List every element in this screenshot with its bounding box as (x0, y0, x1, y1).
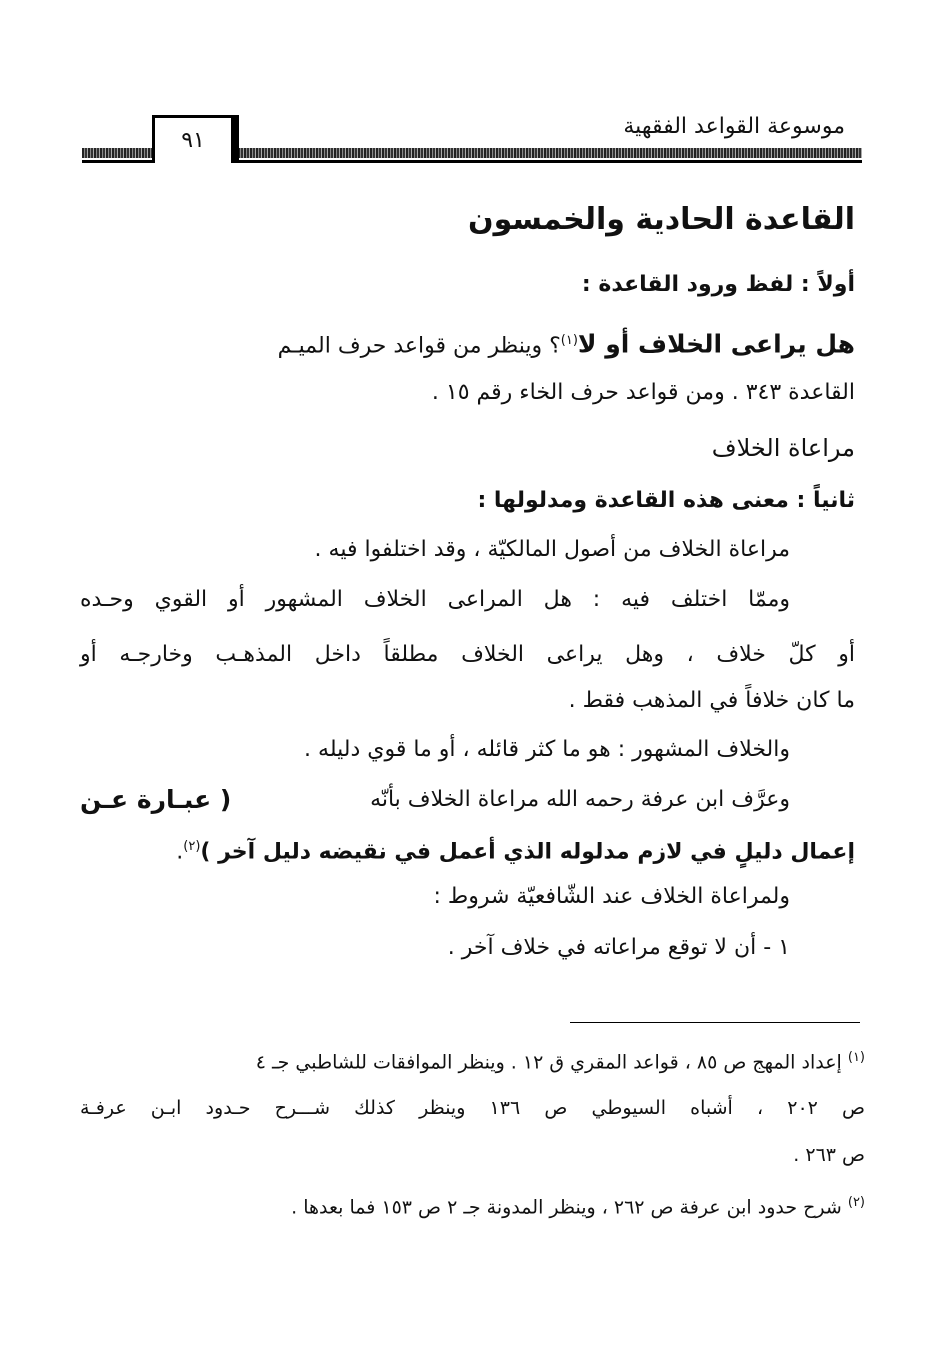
footnote-ref-1: (١) (560, 333, 578, 348)
section2-p3: والخلاف المشهور : هو ما كثر قائله ، أو ما قوي دليله . (304, 737, 790, 762)
section2-p2-line1: وممّا اختلف فيه : هل المراعى الخلاف المشهور أو القوي وحـده (80, 587, 790, 612)
section1-line1-rest: ؟ وينظر من قواعد حرف الميـم (277, 333, 561, 359)
section1-line1 (80, 326, 855, 361)
section2-p2-line2: أو كلّ خلاف ، وهل يراعى الخلاف مطلقاً داخل المذهـب وخارجـه أو (80, 642, 855, 667)
definition-end: . (176, 839, 184, 865)
p4-plain-text: وعرَّف ابن عرفة رحمه الله مراعاة الخلاف بأنّه (370, 787, 790, 812)
section2-p4-line1 (80, 785, 790, 815)
footnote-1-line3: ص ٢٦٣ . (793, 1144, 865, 1166)
section1-heading: أولاً : لفظ ورود القاعدة : (581, 272, 855, 297)
footnote-2-text: شرح حدود ابن عرفة ص ٢٦٢ ، وينظر المدونة جـ ٢ ص ١٥٣ فما بعدها . (291, 1196, 842, 1219)
section1-line2: القاعدة ٣٤٣ . ومن قواعد حرف الخاء رقم ١٥ . (431, 380, 855, 405)
rule-text: هل يراعى الخلاف أو لا (577, 329, 855, 359)
footnote-1-line2: ص ٢٠٢ ، أشباه السيوطي ص ١٣٦ وينظر كذلك شـــرح حـدود ابـن عرفـة (80, 1097, 865, 1119)
footnote-ref-2: (٢) (183, 839, 201, 854)
definition-text: إعمال دليلٍ في لازم مدلوله الذي أعمل في نقيضه دليل آخر ) (200, 839, 855, 865)
condition-1: ١ - أن لا توقع مراعاته في خلاف آخر . (447, 935, 790, 960)
section2-p1: مراعاة الخلاف من أصول المالكيّة ، وقد اختلفوا فيه . (314, 537, 790, 562)
footnote-1-text: إعداد المهج ص ٨٥ ، قواعد المقري ق ١٢ . وينظر الموافقات للشاطبي جـ ٤ (255, 1051, 842, 1074)
page-number-box (152, 115, 234, 163)
p4-bold-text: ( عبـارة عـن (80, 785, 232, 814)
section2-p2-line3: ما كان خلافاً في المذهب فقط . (568, 688, 855, 713)
rule-title: القاعدة الحادية والخمسون (468, 202, 855, 237)
footnote-1-line1 (80, 1043, 865, 1077)
footnote-2 (291, 1188, 865, 1222)
footnote-1-mark: (١) (847, 1050, 865, 1065)
page-number: ٩١ (181, 128, 205, 153)
section2-heading: ثانياً : معنى هذه القاعدة ومدلولها : (477, 488, 855, 513)
footnote-2-mark: (٢) (847, 1195, 865, 1210)
footnote-separator (570, 1022, 860, 1023)
section1-subtitle: مراعاة الخلاف (711, 434, 855, 462)
section2-p4-line2 (176, 832, 855, 867)
book-title: موسوعة القواعد الفقهية (623, 114, 845, 139)
section2-p5: ولمراعاة الخلاف عند الشّافعيّة شروط : (433, 884, 790, 909)
